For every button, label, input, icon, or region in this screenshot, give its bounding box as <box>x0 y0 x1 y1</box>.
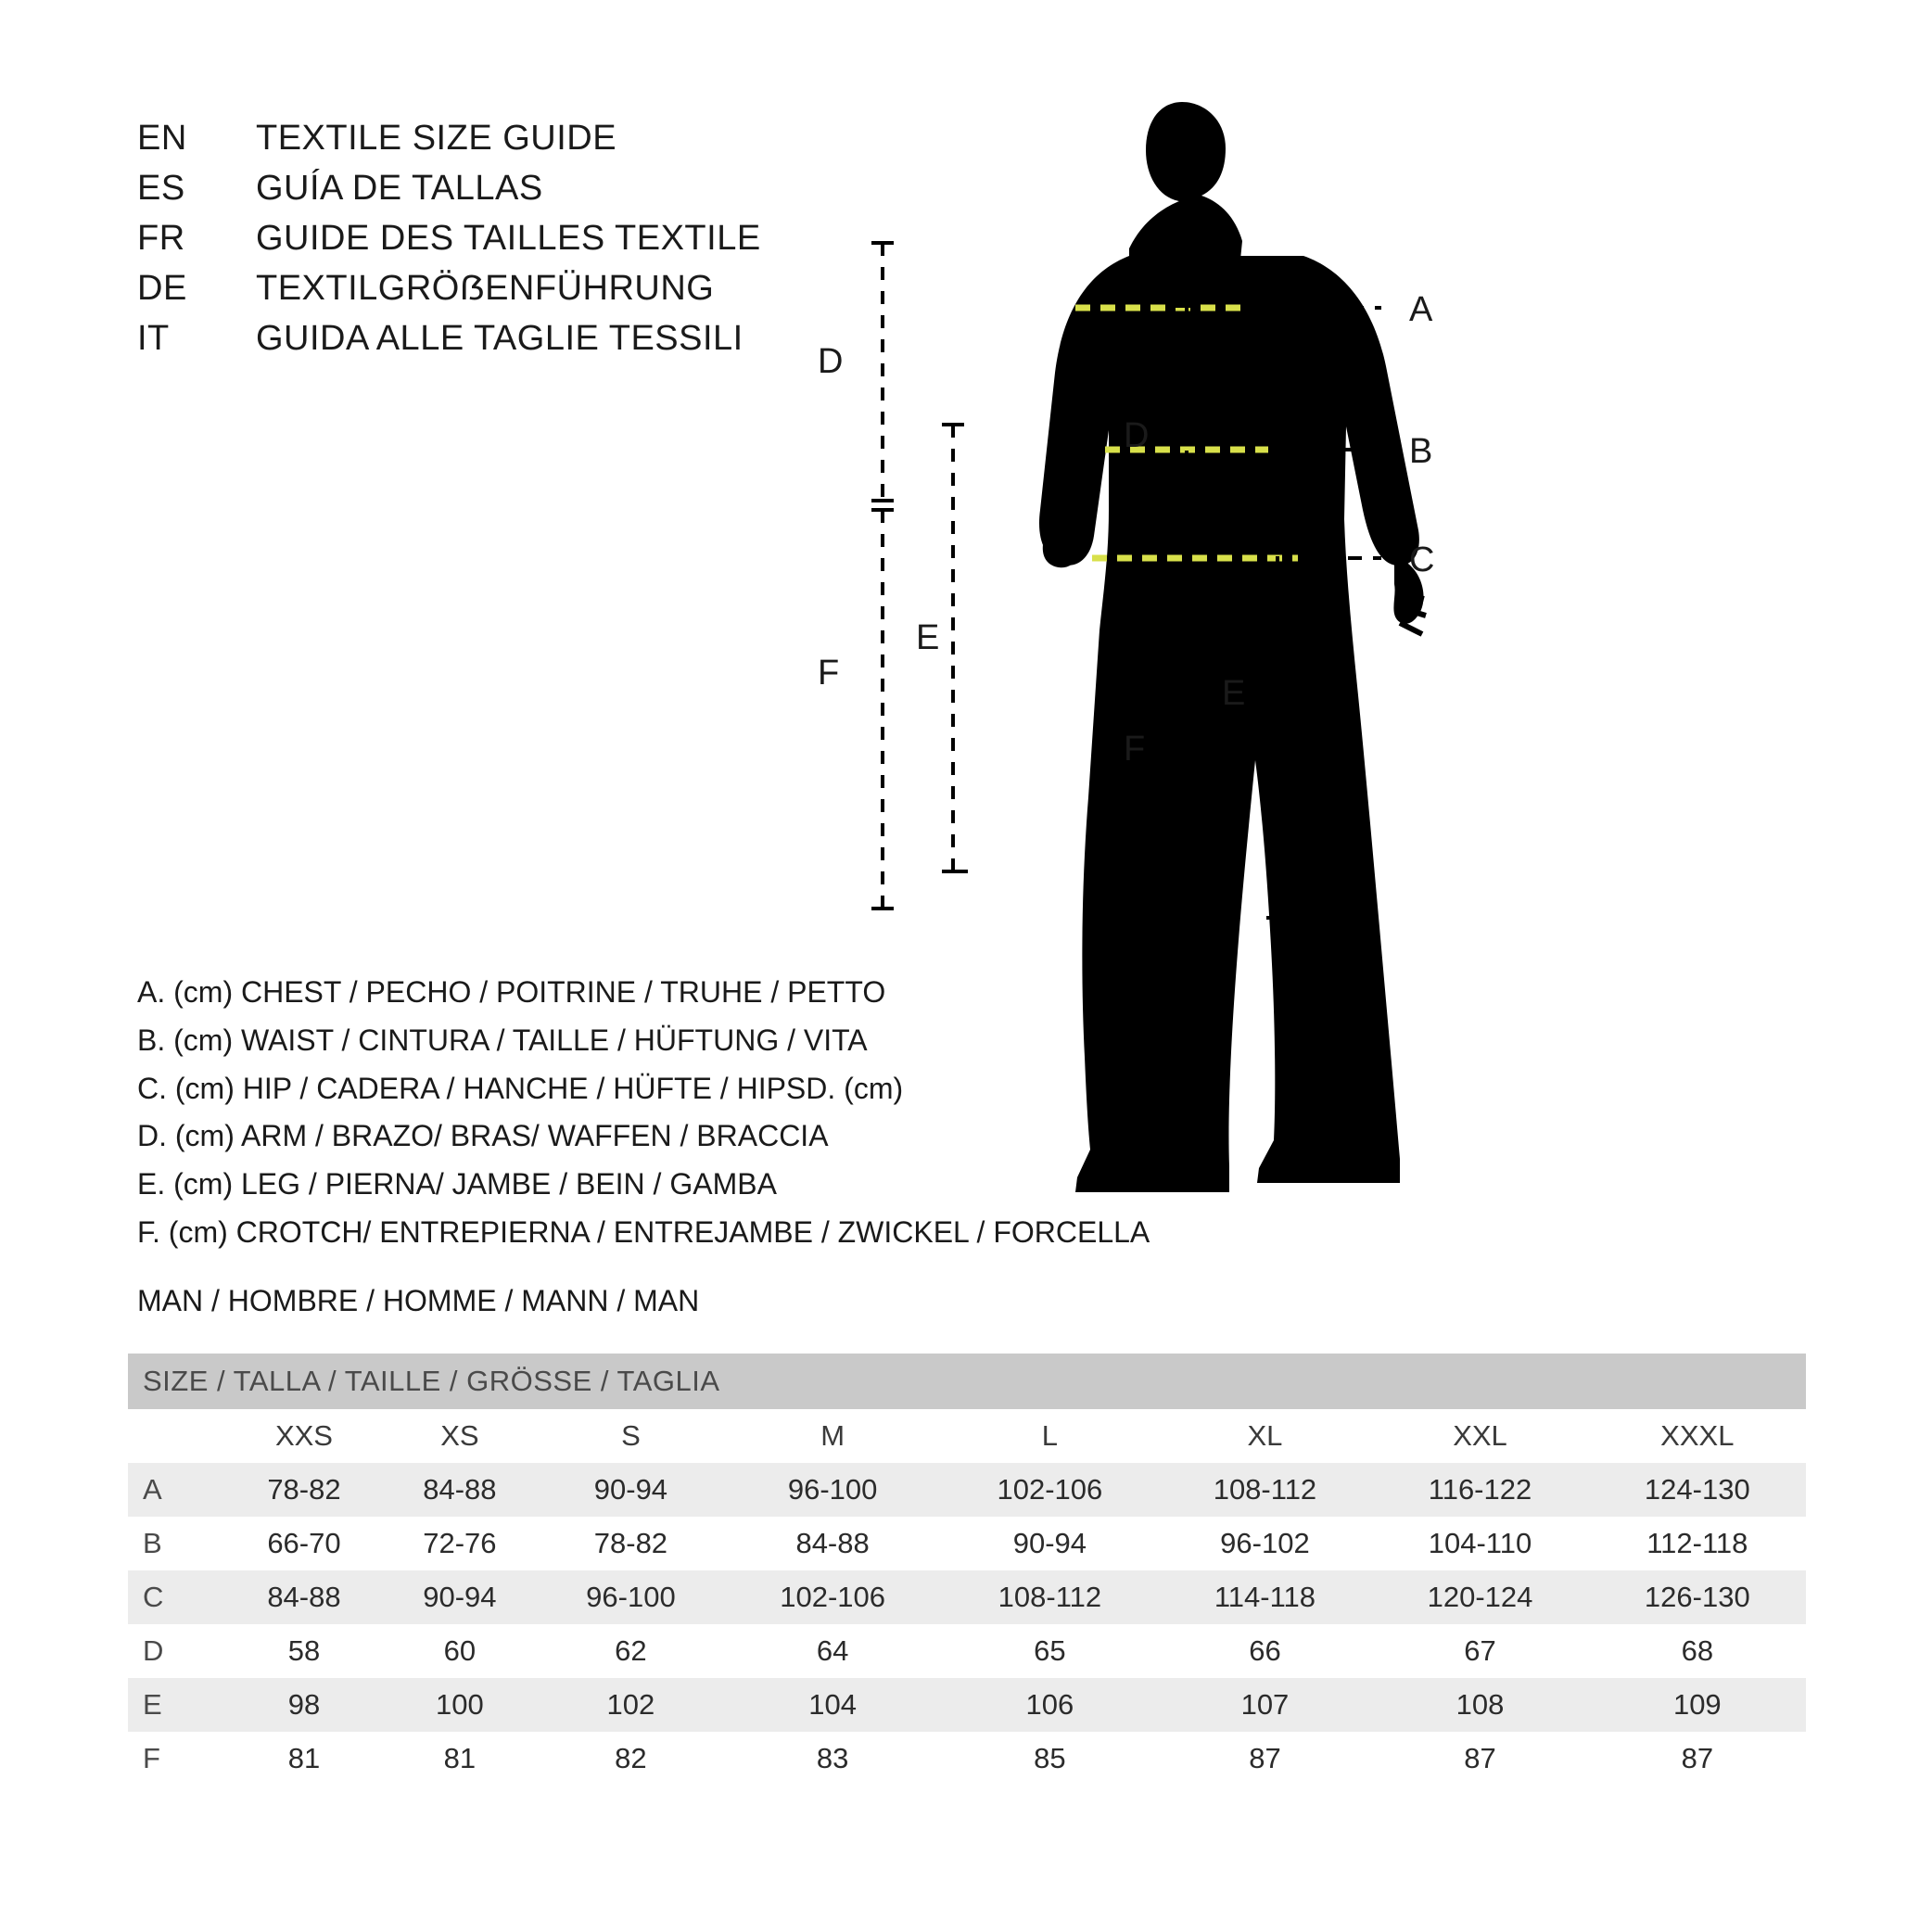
table-cell: 82 <box>538 1732 724 1786</box>
language-code: IT <box>137 319 170 358</box>
table-cell: 104-110 <box>1371 1517 1588 1570</box>
table-cell: 65 <box>941 1624 1158 1678</box>
column-header: XXL <box>1371 1409 1588 1463</box>
table-row <box>128 1732 1806 1786</box>
table-cell: 90-94 <box>941 1517 1158 1570</box>
table-cell: 81 <box>226 1732 382 1786</box>
table-cell: 84-88 <box>724 1517 941 1570</box>
column-header: M <box>724 1409 941 1463</box>
table-cell: 67 <box>1371 1624 1588 1678</box>
language-row <box>137 319 761 369</box>
table-cell: 108 <box>1371 1678 1588 1732</box>
size-table <box>128 1354 1806 1786</box>
dimension-d <box>818 243 894 501</box>
column-header: XL <box>1159 1409 1372 1463</box>
table-row <box>128 1678 1806 1732</box>
table-cell: 78-82 <box>226 1463 382 1517</box>
dimension-e <box>916 425 968 871</box>
row-label: B <box>128 1517 226 1570</box>
language-title: GUIDE DES TAILLES TEXTILE <box>256 219 761 258</box>
table-header-bar <box>128 1354 1806 1409</box>
table-cell: 87 <box>1159 1732 1372 1786</box>
column-header: S <box>538 1409 724 1463</box>
table-cell: 112-118 <box>1589 1517 1806 1570</box>
row-label: D <box>128 1624 226 1678</box>
svg-text:D: D <box>818 342 844 381</box>
legend-item-c: C. (cm) HIP / CADERA / HANCHE / HÜFTE / HIPSD. (cm) <box>137 1071 904 1105</box>
table-cell: 68 <box>1589 1624 1806 1678</box>
table-header-label: SIZE / TALLA / TAILLE / GRÖSSE / TAGLIA <box>128 1354 1806 1409</box>
table-cell: 108-112 <box>1159 1463 1372 1517</box>
language-code: ES <box>137 169 185 208</box>
column-header: XXXL <box>1589 1409 1806 1463</box>
language-row <box>137 219 761 269</box>
table-cell: 60 <box>382 1624 538 1678</box>
table-cell: 90-94 <box>382 1570 538 1624</box>
table-cell: 102 <box>538 1678 724 1732</box>
corner-cell <box>128 1409 226 1463</box>
legend-item-a: A. (cm) CHEST / PECHO / POITRINE / TRUHE / PETTO <box>137 975 886 1009</box>
language-code: DE <box>137 269 187 308</box>
legend-item-b: B. (cm) WAIST / CINTURA / TAILLE / HÜFTUNG / VITA <box>137 1023 868 1057</box>
table-cell: 102-106 <box>941 1463 1158 1517</box>
table-cell: 96-102 <box>1159 1517 1372 1570</box>
table-cell: 84-88 <box>382 1463 538 1517</box>
dimension-f <box>818 510 894 909</box>
table-cell: 96-100 <box>724 1463 941 1517</box>
table-cell: 90-94 <box>538 1463 724 1517</box>
language-row <box>137 269 761 319</box>
row-label: C <box>128 1570 226 1624</box>
table-cell: 83 <box>724 1732 941 1786</box>
table-cell: 114-118 <box>1159 1570 1372 1624</box>
table-cell: 100 <box>382 1678 538 1732</box>
table-cell: 58 <box>226 1624 382 1678</box>
table-cell: 66-70 <box>226 1517 382 1570</box>
row-label: A <box>128 1463 226 1517</box>
table-cell: 120-124 <box>1371 1570 1588 1624</box>
marker-label-a: A <box>1409 290 1433 329</box>
table-row <box>128 1570 1806 1624</box>
legend-item-f: F. (cm) CROTCH/ ENTREPIERNA / ENTREJAMBE / ZWICKEL / FORCELLA <box>137 1215 1150 1250</box>
table-row <box>128 1624 1806 1678</box>
marker-label-b: B <box>1409 432 1433 471</box>
table-cell: 62 <box>538 1624 724 1678</box>
language-code: EN <box>137 119 187 158</box>
legend-item-e: E. (cm) LEG / PIERNA/ JAMBE / BEIN / GAMBA <box>137 1167 777 1201</box>
language-row <box>137 119 761 169</box>
svg-text:F: F <box>1124 730 1146 769</box>
table-cell: 64 <box>724 1624 941 1678</box>
table-cell: 66 <box>1159 1624 1372 1678</box>
table-cell: 72-76 <box>382 1517 538 1570</box>
language-title: TEXTILE SIZE GUIDE <box>256 119 617 158</box>
table-cell: 102-106 <box>724 1570 941 1624</box>
table-cell: 108-112 <box>941 1570 1158 1624</box>
svg-text:E: E <box>916 618 940 657</box>
language-row <box>137 169 761 219</box>
table-cell: 124-130 <box>1589 1463 1806 1517</box>
svg-text:E: E <box>1222 674 1246 713</box>
table-cell: 107 <box>1159 1678 1372 1732</box>
table-cell: 96-100 <box>538 1570 724 1624</box>
table-cell: 78-82 <box>538 1517 724 1570</box>
table-cell: 87 <box>1589 1732 1806 1786</box>
table-cell: 116-122 <box>1371 1463 1588 1517</box>
table-cell: 106 <box>941 1678 1158 1732</box>
table-cell: 126-130 <box>1589 1570 1806 1624</box>
language-title: TEXTILGRÖẞENFÜHRUNG <box>256 269 715 308</box>
legend-item-d: D. (cm) ARM / BRAZO/ BRAS/ WAFFEN / BRACCIA <box>137 1119 829 1153</box>
table-cell: 98 <box>226 1678 382 1732</box>
row-label: F <box>128 1732 226 1786</box>
table-cell: 85 <box>941 1732 1158 1786</box>
column-header: L <box>941 1409 1158 1463</box>
table-row <box>128 1517 1806 1570</box>
row-label: E <box>128 1678 226 1732</box>
language-title: GUÍA DE TALLAS <box>256 169 543 208</box>
marker-label-c: C <box>1409 540 1435 579</box>
table-column-header-row <box>128 1409 1806 1463</box>
language-title: GUIDA ALLE TAGLIE TESSILI <box>256 319 744 358</box>
table-cell: 109 <box>1589 1678 1806 1732</box>
table-cell: 87 <box>1371 1732 1588 1786</box>
column-header: XS <box>382 1409 538 1463</box>
language-code: FR <box>137 219 185 258</box>
language-title-block <box>137 119 761 369</box>
dimension-lines-layer <box>1066 278 1455 1214</box>
table-row <box>128 1463 1806 1517</box>
measurement-legend <box>137 969 1150 1257</box>
gender-label: MAN / HOMBRE / HOMME / MANN / MAN <box>137 1284 700 1317</box>
table-cell: 81 <box>382 1732 538 1786</box>
svg-text:D: D <box>1124 416 1150 455</box>
column-header: XXS <box>226 1409 382 1463</box>
svg-text:F: F <box>818 654 840 693</box>
table-cell: 84-88 <box>226 1570 382 1624</box>
table-cell: 104 <box>724 1678 941 1732</box>
